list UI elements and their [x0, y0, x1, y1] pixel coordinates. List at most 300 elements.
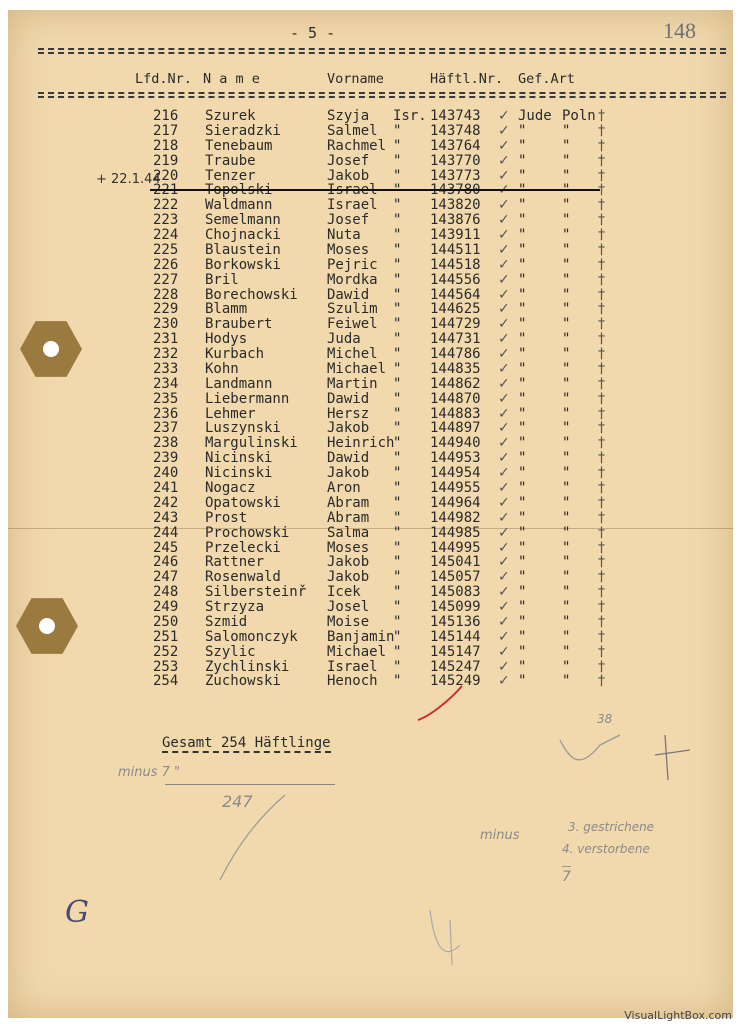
row-mark: " — [393, 524, 402, 541]
row-gef-1: " — [518, 628, 527, 645]
row-name: Przelecki — [205, 539, 281, 556]
cross-mark-icon: † — [598, 271, 605, 288]
row-name: Szylic — [205, 643, 256, 660]
row-haeftl: 145136 — [430, 613, 481, 630]
row-gef-2: " — [562, 584, 571, 601]
row-nr: 220 — [153, 167, 179, 184]
row-gef-2: " — [562, 390, 571, 407]
row-mark: " — [393, 241, 402, 258]
row-nr: 252 — [153, 643, 179, 660]
row-name: Tenebaum — [205, 137, 273, 154]
row-vorname: Josel — [327, 599, 370, 616]
row-gef-1: " — [518, 256, 527, 273]
row-nr: 223 — [153, 212, 179, 229]
row-name: Waldmann — [205, 197, 273, 214]
row-nr: 219 — [153, 152, 179, 169]
row-mark: " — [393, 271, 402, 288]
row-gef-1: " — [518, 241, 527, 258]
red-check-mark — [418, 686, 462, 720]
row-haeftl: 144985 — [430, 524, 481, 541]
row-gef-1: " — [518, 375, 527, 392]
row-name: Liebermann — [205, 390, 290, 407]
row-gef-2: " — [562, 509, 571, 526]
row-nr: 237 — [153, 420, 179, 437]
cross-mark-icon: † — [598, 435, 605, 452]
row-name: Opatowski — [205, 494, 281, 511]
row-mark: " — [393, 405, 402, 422]
row-mark: " — [393, 599, 402, 616]
row-gef-1: " — [518, 346, 527, 363]
cross-mark-icon: † — [598, 494, 605, 511]
row-name: Semelmann — [205, 212, 281, 229]
check-icon: ✓ — [498, 271, 510, 288]
row-haeftl: 144556 — [430, 271, 481, 288]
row-haeftl: 144953 — [430, 450, 481, 467]
row-gef-2: " — [562, 346, 571, 363]
row-haeftl: 144964 — [430, 494, 481, 511]
cross-mark-icon: † — [598, 256, 605, 273]
check-icon: ✓ — [498, 450, 510, 467]
row-mark: " — [393, 331, 402, 348]
cross-mark-icon: † — [598, 346, 605, 363]
row-mark: " — [393, 450, 402, 467]
row-gef-1: " — [518, 524, 527, 541]
row-mark: " — [393, 137, 402, 154]
row-name: Luszynski — [205, 420, 281, 437]
row-mark: " — [393, 480, 402, 496]
row-haeftl: 144564 — [430, 286, 481, 303]
check-icon: ✓ — [498, 286, 510, 303]
row-vorname: Josef — [327, 212, 370, 229]
row-haeftl: 143911 — [430, 227, 481, 244]
cross-mark-icon: † — [598, 316, 605, 333]
row-name: Topolski — [205, 182, 273, 199]
cross-mark-icon: † — [598, 197, 605, 214]
row-gef-1: " — [518, 197, 527, 214]
row-gef-2: " — [562, 539, 571, 556]
row-mark: " — [393, 420, 402, 437]
cross-mark-icon: † — [598, 122, 605, 139]
row-vorname: Juda — [327, 331, 361, 348]
row-nr: 248 — [153, 584, 179, 601]
side-note-verstorbene: 4. verstorbene — [562, 842, 650, 856]
row-nr: 243 — [153, 509, 179, 526]
row-haeftl: 144995 — [430, 539, 481, 556]
row-gef-1: " — [518, 152, 527, 169]
cross-mark-icon: † — [598, 405, 605, 422]
row-nr: 247 — [153, 569, 179, 586]
row-name: Prost — [205, 509, 248, 526]
row-haeftl: 145249 — [430, 673, 481, 690]
row-haeftl: 144786 — [430, 346, 481, 363]
row-haeftl: 143773 — [430, 167, 481, 184]
cross-mark-icon: † — [598, 599, 605, 616]
check-icon: ✓ — [498, 122, 510, 139]
page-number: - 5 - — [290, 24, 336, 42]
row-haeftl: 143770 — [430, 152, 481, 169]
header-vorname: Vorname — [327, 71, 384, 87]
row-mark: " — [393, 301, 402, 318]
row-gef-1: " — [518, 435, 527, 452]
cross-mark-icon: † — [598, 227, 605, 244]
cross-mark-icon: † — [598, 152, 605, 169]
row-haeftl: 144862 — [430, 375, 481, 392]
row-vorname: Israel — [327, 182, 378, 199]
row-haeftl: 145147 — [430, 643, 481, 660]
row-name: Chojnacki — [205, 227, 281, 244]
row-mark: " — [393, 360, 402, 377]
check-icon: ✓ — [498, 375, 510, 392]
row-gef-2: " — [562, 241, 571, 258]
row-gef-2: " — [562, 435, 571, 452]
row-gef-1: " — [518, 480, 527, 496]
row-name: Kohn — [205, 360, 239, 377]
check-icon: ✓ — [498, 509, 510, 526]
check-icon: ✓ — [498, 554, 510, 571]
row-gef-1: " — [518, 405, 527, 422]
row-gef-1: " — [518, 271, 527, 288]
row-mark: " — [393, 212, 402, 229]
row-vorname: Michel — [327, 346, 378, 363]
row-gef-1: " — [518, 509, 527, 526]
row-nr: 239 — [153, 450, 179, 467]
row-name: Silbersteinř — [205, 584, 307, 601]
cross-mark-icon: † — [598, 390, 605, 407]
row-haeftl: 143820 — [430, 197, 481, 214]
check-icon: ✓ — [498, 435, 510, 452]
row-haeftl: 144511 — [430, 241, 481, 258]
row-name: Zuchowski — [205, 673, 281, 690]
row-vorname: Moses — [327, 241, 370, 258]
row-mark: Isr. — [393, 108, 427, 124]
row-vorname: Israel — [327, 197, 378, 214]
check-icon: ✓ — [498, 524, 510, 541]
check-icon: ✓ — [498, 599, 510, 616]
row-name: Blamm — [205, 301, 248, 318]
row-vorname: Abram — [327, 494, 370, 511]
row-mark: " — [393, 227, 402, 244]
row-haeftl: 144955 — [430, 480, 481, 496]
row-mark: " — [393, 658, 402, 675]
cross-mark-icon: † — [598, 628, 605, 645]
check-icon: ✓ — [498, 212, 510, 229]
cross-mark-icon: † — [598, 643, 605, 660]
row-gef-1: " — [518, 554, 527, 571]
cross-mark-icon: † — [598, 212, 605, 229]
cross-mark-icon: † — [598, 360, 605, 377]
check-icon: ✓ — [498, 241, 510, 258]
row-name: Zychlinski — [205, 658, 290, 675]
row-gef-2: " — [562, 137, 571, 154]
row-haeftl: 144731 — [430, 331, 481, 348]
row-mark: " — [393, 539, 402, 556]
cross-mark-icon: † — [598, 569, 605, 586]
row-gef-1: " — [518, 599, 527, 616]
row-name: Szurek — [205, 108, 256, 124]
row-nr: 253 — [153, 658, 179, 675]
cross-mark-icon: † — [598, 480, 605, 496]
row-vorname: Israel — [327, 658, 378, 675]
row-mark: " — [393, 435, 402, 452]
row-nr: 251 — [153, 628, 179, 645]
row-gef-1: " — [518, 613, 527, 630]
row-mark: " — [393, 182, 402, 199]
row-gef-2: " — [562, 420, 571, 437]
cross-mark-icon: † — [598, 286, 605, 303]
cross-mark-icon: † — [598, 450, 605, 467]
side-note-gestrichene: 3. gestrichene — [568, 820, 655, 834]
check-icon: ✓ — [498, 569, 510, 586]
row-name: Traube — [205, 152, 256, 169]
row-name: Nicinski — [205, 450, 273, 467]
row-name: Lehmer — [205, 405, 256, 422]
row-haeftl: 144625 — [430, 301, 481, 318]
row-gef-1: " — [518, 539, 527, 556]
row-gef-1: " — [518, 494, 527, 511]
pencil-initial — [430, 910, 460, 965]
check-icon: ✓ — [498, 227, 510, 244]
row-vorname: Jakob — [327, 569, 370, 586]
check-icon: ✓ — [498, 480, 510, 496]
check-icon: ✓ — [498, 316, 510, 333]
row-haeftl: 145041 — [430, 554, 481, 571]
row-nr: 234 — [153, 375, 179, 392]
row-nr: 242 — [153, 494, 179, 511]
watermark: VisualLightBox.com — [624, 1009, 732, 1022]
row-haeftl: 144982 — [430, 509, 481, 526]
row-gef-1: " — [518, 658, 527, 675]
check-icon: ✓ — [498, 182, 510, 199]
row-haeftl: 145099 — [430, 599, 481, 616]
row-nr: 235 — [153, 390, 179, 407]
row-mark: " — [393, 509, 402, 526]
row-nr: 231 — [153, 331, 179, 348]
row-gef-1: " — [518, 465, 527, 482]
row-gef-1: " — [518, 390, 527, 407]
row-haeftl: 143764 — [430, 137, 481, 154]
row-nr: 245 — [153, 539, 179, 556]
row-nr: 232 — [153, 346, 179, 363]
row-vorname: Szulim — [327, 301, 378, 318]
row-name: Salomonczyk — [205, 628, 298, 645]
check-icon: ✓ — [498, 360, 510, 377]
row-vorname: Salmel — [327, 122, 378, 139]
row-mark: " — [393, 465, 402, 482]
row-name: Tenzer — [205, 167, 256, 184]
row-gef-2: " — [562, 465, 571, 482]
row-gef-1: " — [518, 227, 527, 244]
check-icon: ✓ — [498, 628, 510, 645]
cross-mark-icon: † — [598, 524, 605, 541]
check-icon: ✓ — [498, 390, 510, 407]
row-nr: 226 — [153, 256, 179, 273]
row-gef-2: " — [562, 227, 571, 244]
row-haeftl: 144954 — [430, 465, 481, 482]
row-nr: 224 — [153, 227, 179, 244]
side-number: 38 — [597, 712, 613, 726]
row-mark: " — [393, 316, 402, 333]
row-gef-1: " — [518, 643, 527, 660]
cross-mark-icon: † — [598, 182, 605, 199]
pencil-signature — [655, 735, 690, 780]
row-vorname: Moses — [327, 539, 370, 556]
row-mark: " — [393, 167, 402, 184]
row-gef-2: " — [562, 480, 571, 496]
row-haeftl: 144940 — [430, 435, 481, 452]
row-gef-1: " — [518, 137, 527, 154]
row-gef-2: " — [562, 599, 571, 616]
row-mark: " — [393, 390, 402, 407]
row-name: Sieradzki — [205, 122, 281, 139]
row-gef-1: " — [518, 673, 527, 690]
pencil-stroke — [220, 795, 285, 880]
check-icon: ✓ — [498, 643, 510, 660]
check-icon: ✓ — [498, 584, 510, 601]
row-gef-2: " — [562, 301, 571, 318]
row-vorname: Dawid — [327, 286, 370, 303]
row-haeftl: 143780 — [430, 182, 481, 199]
row-gef-1: " — [518, 167, 527, 184]
row-vorname: Abram — [327, 509, 370, 526]
row-vorname: Hersz — [327, 405, 370, 422]
row-name: Blaustein — [205, 241, 281, 258]
check-icon: ✓ — [498, 331, 510, 348]
row-haeftl: 145247 — [430, 658, 481, 675]
row-mark: " — [393, 152, 402, 169]
row-name: Hodys — [205, 331, 248, 348]
row-gef-2: " — [562, 450, 571, 467]
row-nr: 222 — [153, 197, 179, 214]
row-vorname: Jakob — [327, 465, 370, 482]
row-gef-2: " — [562, 331, 571, 348]
row-gef-2: " — [562, 524, 571, 541]
row-vorname: Rachmel — [327, 137, 387, 154]
header-haeftl: Häftl.Nr. — [430, 71, 504, 87]
row-vorname: Icek — [327, 584, 361, 601]
check-icon: ✓ — [498, 152, 510, 169]
row-nr: 225 — [153, 241, 179, 258]
check-icon: ✓ — [498, 539, 510, 556]
row-mark: " — [393, 554, 402, 571]
row-vorname: Henoch — [327, 673, 378, 690]
row-gef-2: " — [562, 494, 571, 511]
corner-number: 148 — [663, 18, 696, 43]
row-nr: 249 — [153, 599, 179, 616]
cross-mark-icon: † — [598, 509, 605, 526]
row-vorname: Dawid — [327, 390, 370, 407]
row-gef-1: " — [518, 301, 527, 318]
row-mark: " — [393, 256, 402, 273]
side-note-minus: minus — [480, 828, 520, 843]
row-vorname: Martin — [327, 375, 378, 392]
check-icon: ✓ — [498, 420, 510, 437]
check-icon: ✓ — [498, 346, 510, 363]
check-icon: ✓ — [498, 301, 510, 318]
row-vorname: Jakob — [327, 554, 370, 571]
row-haeftl: 144518 — [430, 256, 481, 273]
row-mark: " — [393, 569, 402, 586]
row-haeftl: 143748 — [430, 122, 481, 139]
row-haeftl: 144729 — [430, 316, 481, 333]
row-gef-1: " — [518, 286, 527, 303]
row-name: Nicinski — [205, 465, 273, 482]
check-icon: ✓ — [498, 108, 510, 124]
row-nr: 229 — [153, 301, 179, 318]
cross-mark-icon: † — [598, 137, 605, 154]
row-name: Prochowski — [205, 524, 290, 541]
row-vorname: Moise — [327, 613, 370, 630]
row-name: Rosenwald — [205, 569, 281, 586]
row-gef-2: " — [562, 212, 571, 229]
cross-mark-icon: † — [598, 465, 605, 482]
row-gef-2: " — [562, 182, 571, 199]
row-gef-1: " — [518, 122, 527, 139]
date-annotation: + 22.1.44 — [96, 172, 161, 187]
row-name: Nogacz — [205, 480, 256, 496]
row-name: Borkowski — [205, 256, 281, 273]
row-vorname: Michael — [327, 643, 387, 660]
row-vorname: Aron — [327, 480, 361, 496]
row-haeftl: 143743 — [430, 108, 481, 124]
row-vorname: Dawid — [327, 450, 370, 467]
row-gef-1: " — [518, 584, 527, 601]
check-icon: ✓ — [498, 167, 510, 184]
row-haeftl: 144835 — [430, 360, 481, 377]
row-mark: " — [393, 286, 402, 303]
row-gef-2: " — [562, 197, 571, 214]
row-nr: 217 — [153, 122, 179, 139]
row-name: Rattner — [205, 554, 265, 571]
check-icon: ✓ — [498, 405, 510, 422]
row-gef-1: " — [518, 182, 527, 199]
pencil-scribble — [560, 735, 620, 760]
row-mark: " — [393, 346, 402, 363]
row-nr: 218 — [153, 137, 179, 154]
row-vorname: Salma — [327, 524, 370, 541]
row-gef-2: Poln — [562, 108, 596, 124]
row-mark: " — [393, 643, 402, 660]
check-icon: ✓ — [498, 256, 510, 273]
cross-mark-icon: † — [598, 584, 605, 601]
row-name: Strzyza — [205, 599, 265, 616]
row-nr: 216 — [153, 108, 179, 124]
row-name: Bril — [205, 271, 239, 288]
row-vorname: Michael — [327, 360, 387, 377]
row-gef-2: " — [562, 316, 571, 333]
row-nr: 236 — [153, 405, 179, 422]
row-mark: " — [393, 628, 402, 645]
row-gef-2: " — [562, 405, 571, 422]
row-gef-2: " — [562, 569, 571, 586]
check-icon: ✓ — [498, 197, 510, 214]
check-icon: ✓ — [498, 465, 510, 482]
row-gef-2: " — [562, 256, 571, 273]
row-nr: 244 — [153, 524, 179, 541]
row-vorname: Jakob — [327, 420, 370, 437]
row-vorname: Mordka — [327, 271, 378, 288]
row-nr: 241 — [153, 480, 179, 496]
cross-mark-icon: † — [598, 554, 605, 571]
row-mark: " — [393, 197, 402, 214]
check-icon: ✓ — [498, 658, 510, 675]
row-name: Borechowski — [205, 286, 298, 303]
row-gef-2: " — [562, 658, 571, 675]
row-vorname: Heinrich — [327, 435, 395, 452]
result-number: 247 — [222, 792, 253, 811]
row-nr: 233 — [153, 360, 179, 377]
row-gef-1: " — [518, 420, 527, 437]
side-note-seven: 7 — [562, 866, 571, 885]
